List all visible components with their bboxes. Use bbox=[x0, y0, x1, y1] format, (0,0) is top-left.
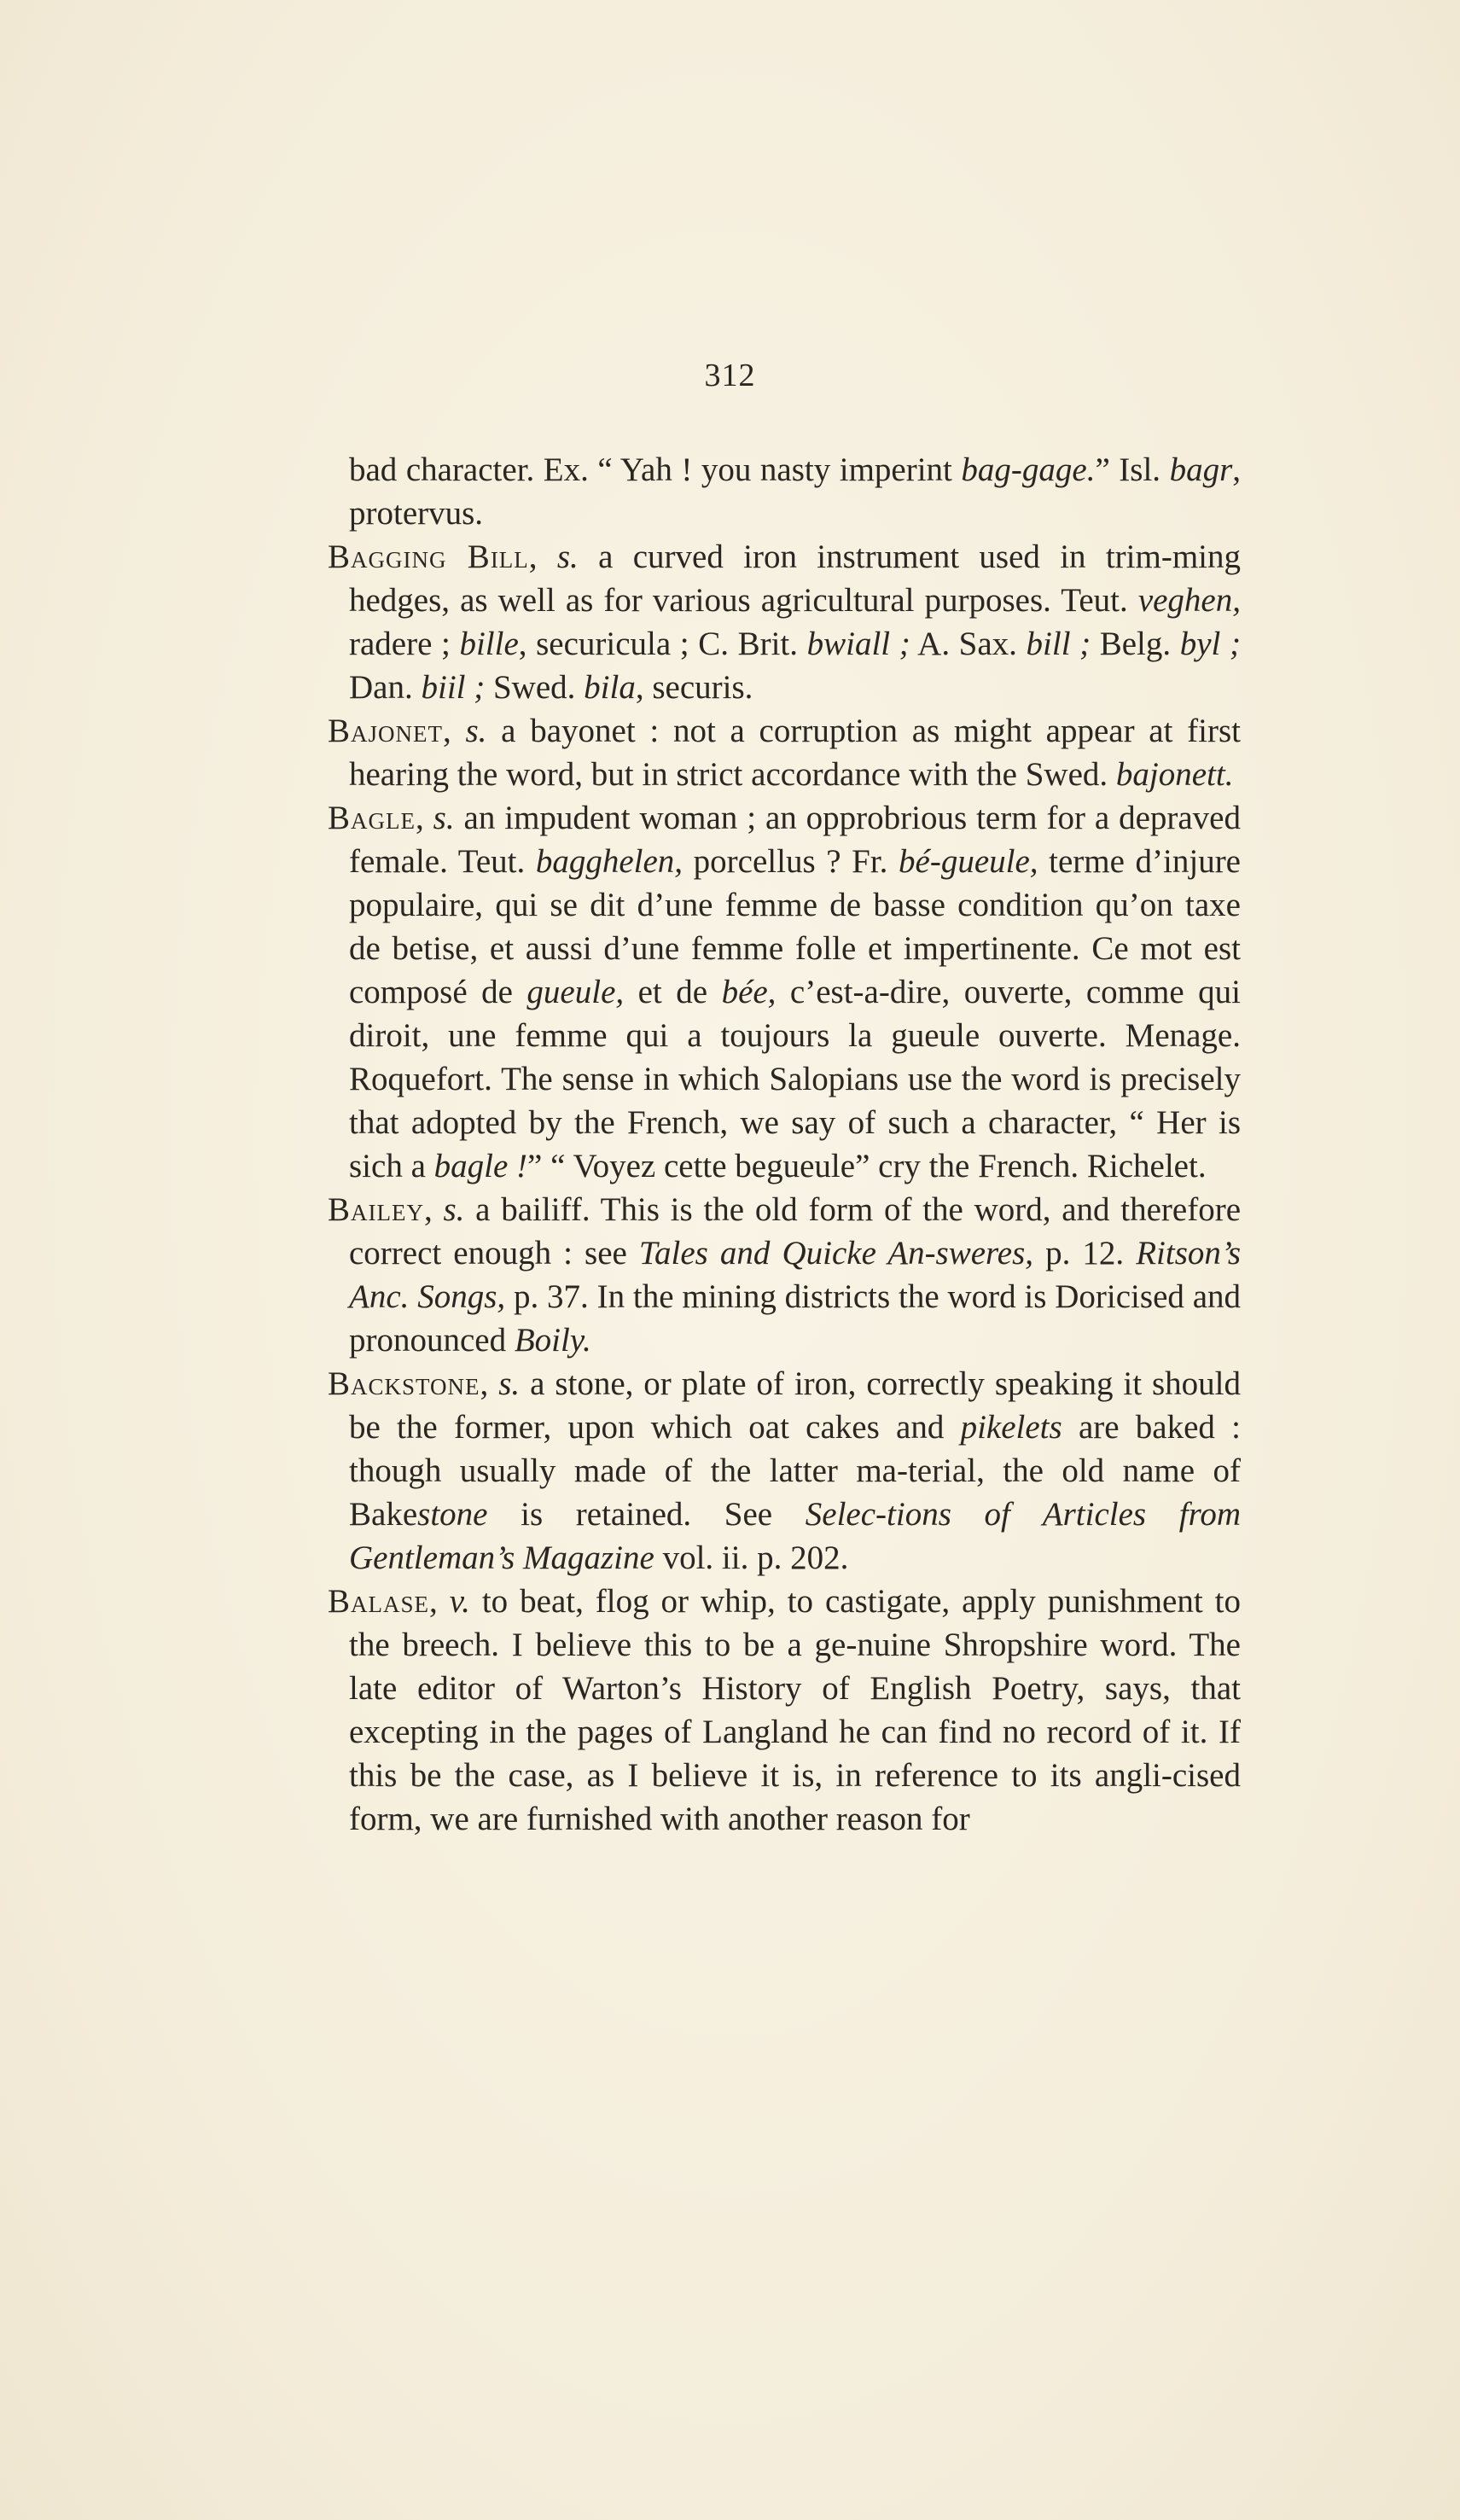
italic-text: bagr bbox=[1169, 451, 1233, 488]
italic-text: bill ; bbox=[1026, 626, 1091, 662]
headword: Bagging Bill bbox=[328, 538, 529, 575]
body-text: ” Isl. bbox=[1095, 451, 1170, 488]
body-text: , bbox=[480, 1365, 499, 1402]
body-text: p. 12. bbox=[1033, 1235, 1137, 1272]
italic-text: gueule, bbox=[526, 974, 625, 1010]
body-text: et de bbox=[624, 974, 722, 1010]
body-text: , securicula ; C. Brit. bbox=[518, 626, 807, 662]
italic-text: Ritson’s Anc. Songs, bbox=[349, 1235, 1242, 1315]
italic-text: v. bbox=[449, 1583, 470, 1620]
italic-text: s. bbox=[433, 800, 455, 836]
body-text: bad character. Ex. “ Yah ! you nasty imperint bbox=[349, 451, 962, 488]
body-text: A. Sax. bbox=[910, 626, 1027, 662]
body-text: are baked : though usually made of the latter ma-terial, the old name of Bake bbox=[349, 1409, 1241, 1533]
body-text: c’est-a-dire, ouverte, comme qui diroit, une femme qui a toujours la gueule ouverte. Menage. Roquefort. The sense in which Salopians use the word is precisely that adopted by the French, we say of such a character, “ Her is sich a bbox=[349, 974, 1241, 1184]
italic-text: bwiall ; bbox=[806, 626, 910, 662]
entry-backstone bbox=[328, 1362, 1241, 1580]
body-text: is retained. See bbox=[487, 1496, 806, 1533]
italic-text: s. bbox=[465, 713, 487, 749]
italic-text: veghen, bbox=[1137, 582, 1241, 619]
entry-cont bbox=[328, 448, 1241, 535]
headword: Balase bbox=[328, 1583, 430, 1620]
italic-text: bagle ! bbox=[433, 1148, 528, 1184]
italic-text: bag-gage. bbox=[961, 451, 1096, 488]
italic-text: bille bbox=[459, 626, 519, 662]
body-text: a curved iron instrument used in trim-ming hedges, as well as for various agricultural purposes. Teut. bbox=[349, 538, 1241, 619]
body-text: a stone, or plate of iron, correctly speaking it should be the former, upon which oat cakes and bbox=[349, 1365, 1242, 1446]
italic-text: s. bbox=[556, 538, 579, 575]
body-text: Belg. bbox=[1091, 626, 1180, 662]
body-text: , bbox=[528, 538, 557, 575]
italic-text: bagghelen, bbox=[535, 843, 683, 880]
body-text: , bbox=[416, 800, 433, 836]
body-text: to beat, flog or whip, to castigate, apply punishment to the breech. I believe this to be a ge-nuine Shropshire word. The late editor of Warton’s History of English Poetry, says, that excepting in the pages of Langland he can find no record of it. If this be the case, as I believe it is, in reference to its angli-cised form, we are furnished with another reason for bbox=[349, 1583, 1241, 1837]
body-text: an impudent woman ; an opprobrious term for a depraved female. Teut. bbox=[349, 800, 1241, 880]
body-text: vol. ii. p. 202. bbox=[654, 1539, 849, 1576]
italic-text: Selec-tions of Articles from Gentleman’s Magazine bbox=[349, 1496, 1241, 1576]
body-text: p. 37. In the mining districts the word is Doricised and pronounced bbox=[349, 1278, 1242, 1359]
headword: Bagle bbox=[328, 800, 416, 836]
italic-text: stone bbox=[417, 1496, 488, 1533]
headword: Bailey bbox=[328, 1191, 424, 1228]
entry-bagging-bill bbox=[328, 535, 1241, 709]
italic-text: s. bbox=[443, 1191, 465, 1228]
body-text: , securis. bbox=[635, 669, 753, 706]
entry-balase bbox=[328, 1580, 1241, 1841]
body-text: a bailiff. This is the old form of the word, and therefore correct enough : see bbox=[349, 1191, 1242, 1272]
body-text: porcellus ? Fr. bbox=[683, 843, 899, 880]
body-text: , bbox=[429, 1583, 450, 1620]
italic-text: s. bbox=[498, 1365, 521, 1402]
italic-text: pikelets bbox=[960, 1409, 1062, 1446]
headword: Bajonet bbox=[328, 713, 444, 749]
italic-text: bila bbox=[584, 669, 636, 706]
italic-text: bé-gueule, bbox=[899, 843, 1038, 880]
glossary-text bbox=[328, 448, 1241, 1841]
entry-bajonet bbox=[328, 709, 1241, 796]
italic-text: bée, bbox=[721, 974, 777, 1010]
italic-text: bajonett. bbox=[1115, 756, 1234, 793]
italic-text: biil ; bbox=[421, 669, 486, 706]
page-number: 312 bbox=[704, 358, 756, 393]
entry-bailey bbox=[328, 1188, 1241, 1362]
body-text: Swed. bbox=[485, 669, 585, 706]
italic-text: Tales and Quicke An-sweres, bbox=[638, 1235, 1034, 1272]
body-text: ” “ Voyez cette begueule” cry the French. Richelet. bbox=[527, 1148, 1207, 1184]
body-text: a bayonet : not a corruption as might appear at first hearing the word, but in strict accordance with the Swed. bbox=[349, 713, 1241, 793]
body-text: , protervus. bbox=[349, 451, 1241, 532]
body-text: Dan. bbox=[349, 669, 422, 706]
italic-text: Boily. bbox=[514, 1322, 591, 1359]
body-text: radere ; bbox=[349, 626, 460, 662]
entry-bagle bbox=[328, 796, 1241, 1188]
body-text: , bbox=[424, 1191, 444, 1228]
body-text: terme d’injure populaire, qui se dit d’une femme de basse condition qu’on taxe de betise, et aussi d’une femme folle et impertinente. Ce mot est composé de bbox=[349, 843, 1241, 1010]
headword: Backstone bbox=[328, 1365, 480, 1402]
italic-text: byl ; bbox=[1179, 626, 1241, 662]
body-text: , bbox=[443, 713, 466, 749]
